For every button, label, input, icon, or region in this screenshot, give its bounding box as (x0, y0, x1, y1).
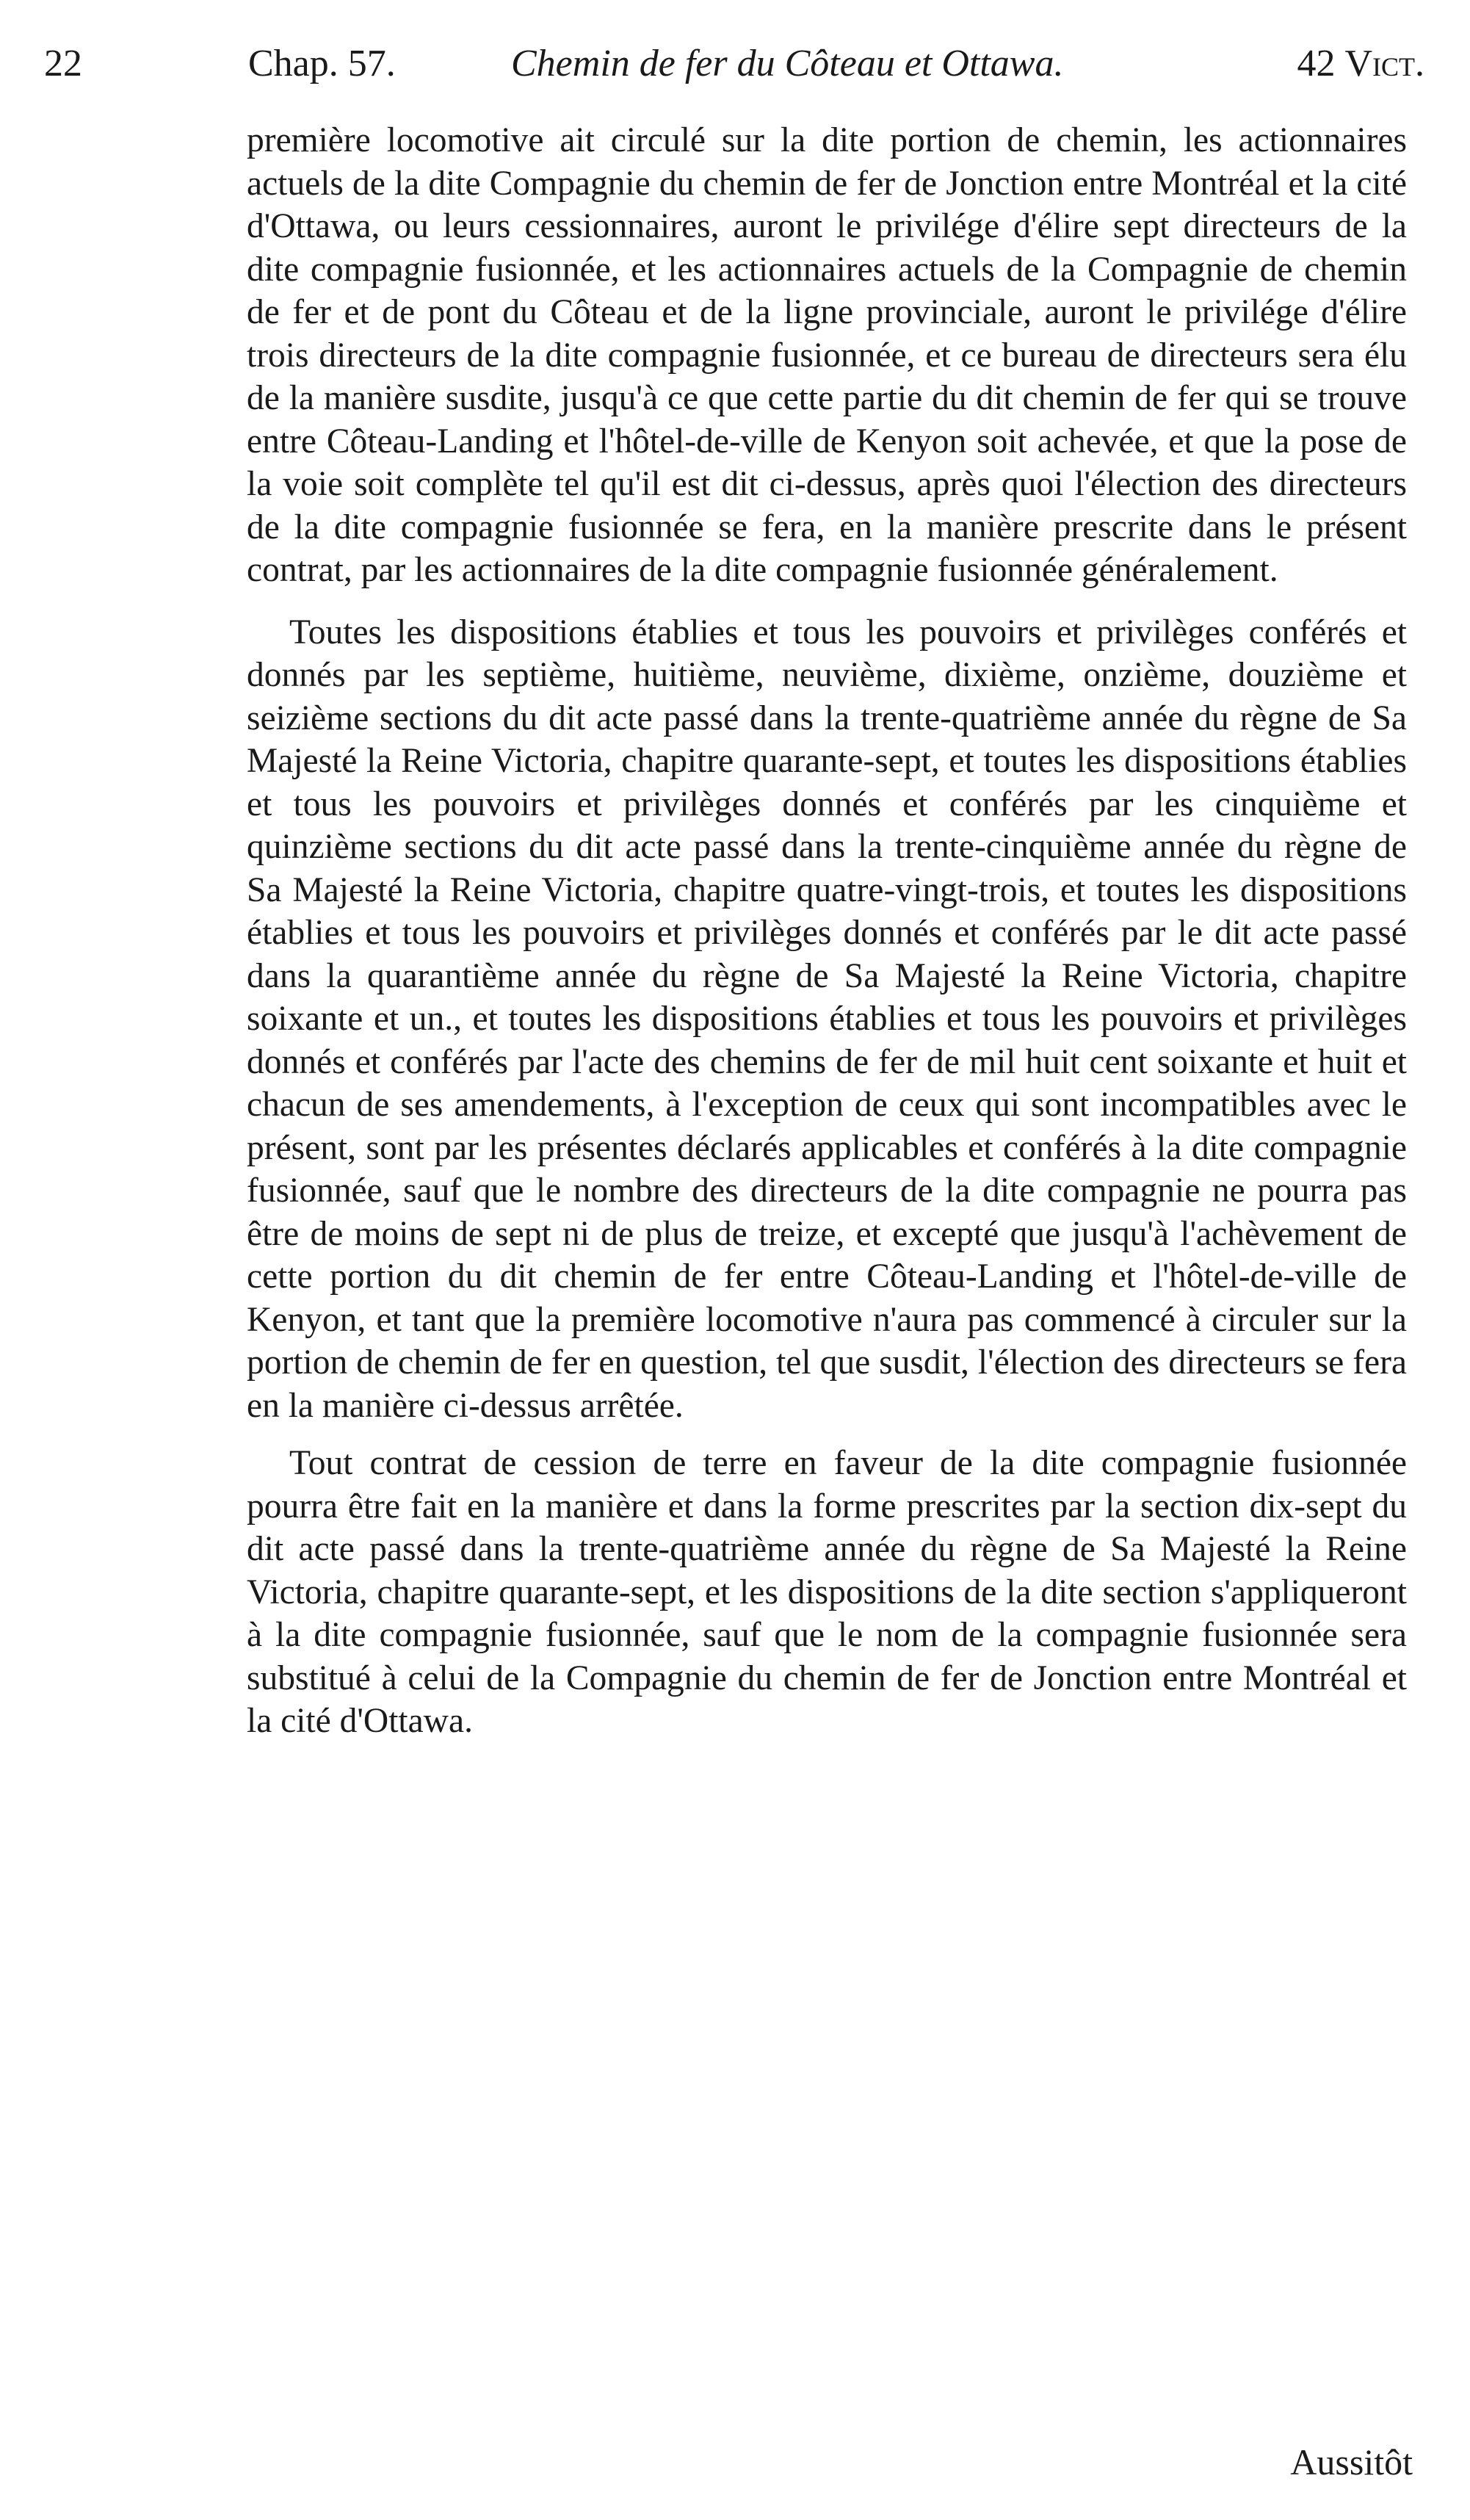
session-number: 42 (1297, 43, 1336, 84)
session-abbrev: Vict. (1344, 43, 1424, 84)
session-reference (1297, 38, 1424, 90)
body-text (247, 119, 1407, 1743)
running-title: Chemin de fer du Côteau et Ottawa. (511, 43, 1064, 84)
running-header (44, 38, 1424, 90)
paragraph: Toutes les dispositions établies et tous les pouvoirs et privilèges conférés et donnés par les septième, huitième, neuvième, dixième, onzième, douzième et seizième sections du dit acte passé dans la trente-quatrième année du règne de Sa Majesté la Reine Victoria, chapitre quarante-sept, et toutes les dispositions établies et tous les pouvoirs et privilèges donnés et conférés par les cinquième et quinzième sections du dit acte passé dans la trente-cinquième année du règne de Sa Majesté la Reine Victoria, chapitre quatre-vingt-trois, et toutes les dispositions établies et tous les pouvoirs et privilèges donnés et conférés par le dit acte passé dans la quarantième année du règne de Sa Majesté la Reine Victoria, chapitre soixante et un., et toutes les dispositions établies et tous les pouvoirs et privilèges donnés et conférés par l'acte des chemins de fer de mil huit cent soixante et huit et chacun de ses amendements, à l'exception de ceux qui sont incompatibles avec le présent, sont par les présentes déclarés applicables et conférés à la dite compagnie fusionnée, sauf que le nombre des directeurs de la dite compagnie ne pourra pas être de moins de sept ni de plus de treize, et excepté que jusqu'à l'achèvement de cette portion du dit chemin de fer entre Côteau-Landing et l'hôtel-de-ville de Kenyon, et tant que la première locomotive n'aura pas commencé à circuler sur la portion de chemin de fer en question, tel que susdit, l'élection des directeurs se fera en la manière ci-dessus arrêtée. (247, 613, 1407, 1425)
chapter-reference: Chap. 57. (248, 43, 396, 84)
paragraph-continued: première locomotive ait circulé sur la dite portion de chemin, les actionnaires actuels de la dite Compagnie du chemin de fer de Jonction entre Montréal et la cité d'Ottawa, ou leurs cessionnaires, auront le privilége d'élire sept directeurs de la dite compagnie fusionnée, et les actionnaires actuels de la Compagnie de chemin de fer et de pont du Côteau et de la ligne provinciale, auront le privilége d'élire trois directeurs de la dite compagnie fusionnée, et ce bureau de directeurs sera élu de la manière susdite, jusqu'à ce que cette partie du dit chemin de fer qui se trouve entre Côteau-Landing et l'hôtel-de-ville de Kenyon soit achevée, et que la pose de la voie soit complète tel qu'il est dit ci-dessus, après quoi l'élection des directeurs de la dite compagnie fusionnée se fera, en la manière prescrite dans le présent contrat, par les actionnaires de la dite compagnie fusionnée généralement. (247, 121, 1407, 589)
catchword: Aussitôt (1290, 2441, 1413, 2483)
paragraph: Tout contrat de cession de terre en faveur de la dite compagnie fusionnée pourra être fait en la manière et dans la forme prescrites par la section dix-sept du dit acte passé dans la trente-quatrième année du règne de Sa Majesté la Reine Victoria, chapitre quarante-sept, et les dispositions de la dite section s'appliqueront à la dite compagnie fusionnée, sauf que le nom de la compagnie fusionnée sera substitué à celui de la Compagnie du chemin de fer de Jonction entre Montréal et la cité d'Ottawa. (247, 1444, 1407, 1740)
page-number: 22 (44, 43, 82, 84)
